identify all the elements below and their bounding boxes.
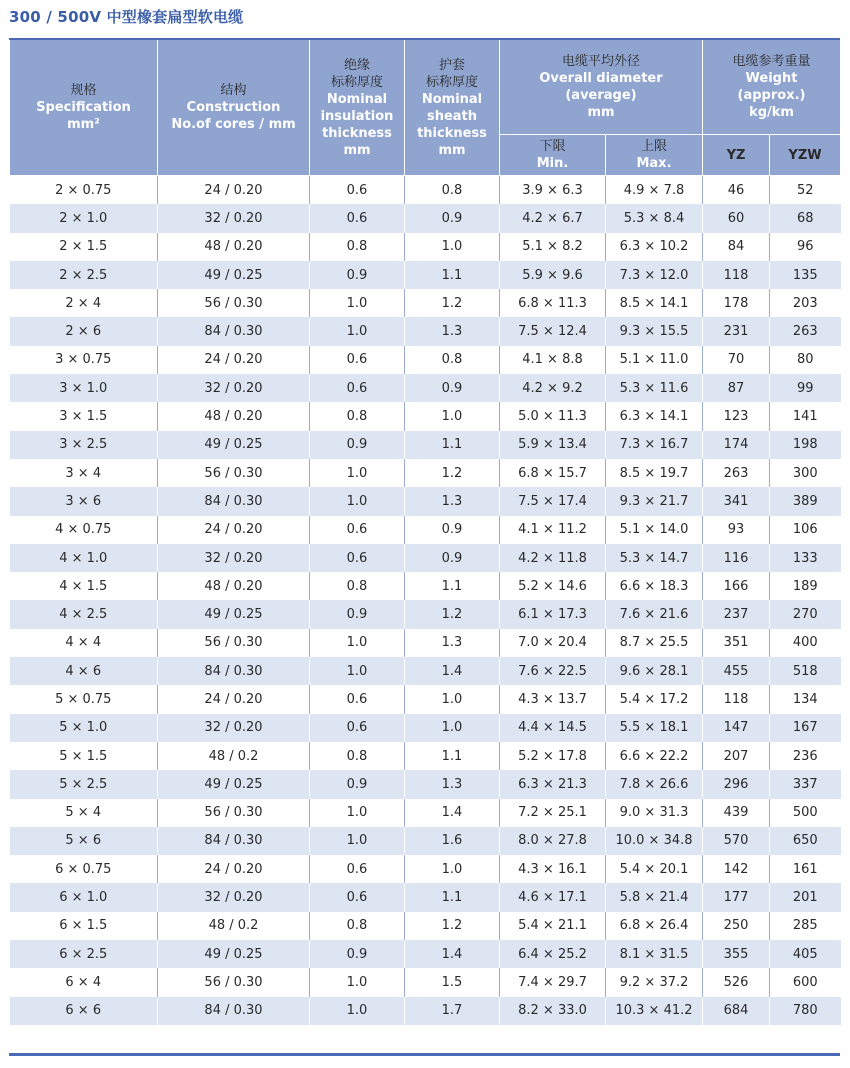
cell-weight-yz: 351 — [703, 629, 770, 657]
cell-weight-yz: 60 — [703, 204, 770, 232]
cell-diameter-min: 6.8 × 11.3 — [500, 289, 606, 317]
cell-construction: 32 / 0.20 — [158, 374, 310, 402]
header-overall-diameter: 电缆平均外径 Overall diameter (average) mm — [500, 40, 703, 135]
cell-sheath: 1.3 — [405, 317, 500, 345]
cell-weight-yzw: 80 — [770, 346, 841, 374]
cell-insulation: 0.8 — [310, 912, 405, 940]
header-insulation-thickness: 绝缘 标称厚度 Nominal insulation thickness mm — [310, 40, 405, 176]
cell-sheath: 1.2 — [405, 600, 500, 628]
bottom-rule — [9, 1053, 840, 1056]
cell-specification: 5 × 1.0 — [10, 714, 158, 742]
cell-specification: 4 × 0.75 — [10, 516, 158, 544]
cell-diameter-max: 5.3 × 14.7 — [606, 544, 703, 572]
cell-specification: 6 × 4 — [10, 968, 158, 996]
cell-weight-yzw: 337 — [770, 770, 841, 798]
header-diameter-min: 下限 Min. — [500, 135, 606, 176]
cell-specification: 4 × 2.5 — [10, 600, 158, 628]
cell-weight-yz: 147 — [703, 714, 770, 742]
cell-weight-yzw: 96 — [770, 233, 841, 261]
cell-diameter-max: 9.2 × 37.2 — [606, 968, 703, 996]
header-weight-yz: YZ — [703, 135, 770, 176]
cell-construction: 32 / 0.20 — [158, 883, 310, 911]
cell-diameter-max: 6.3 × 14.1 — [606, 402, 703, 430]
cell-sheath: 1.4 — [405, 799, 500, 827]
cell-specification: 3 × 2.5 — [10, 431, 158, 459]
cell-weight-yz: 439 — [703, 799, 770, 827]
cell-construction: 24 / 0.20 — [158, 855, 310, 883]
cell-weight-yzw: 141 — [770, 402, 841, 430]
cell-diameter-max: 10.0 × 34.8 — [606, 827, 703, 855]
cell-sheath: 1.0 — [405, 233, 500, 261]
cell-sheath: 0.8 — [405, 176, 500, 205]
cell-sheath: 1.1 — [405, 572, 500, 600]
cell-diameter-min: 4.1 × 11.2 — [500, 516, 606, 544]
cell-specification: 2 × 0.75 — [10, 176, 158, 205]
cell-diameter-max: 5.4 × 17.2 — [606, 685, 703, 713]
cell-weight-yz: 142 — [703, 855, 770, 883]
cell-diameter-max: 5.4 × 20.1 — [606, 855, 703, 883]
header-weight-yzw: YZW — [770, 135, 841, 176]
cell-specification: 4 × 6 — [10, 657, 158, 685]
cell-weight-yz: 570 — [703, 827, 770, 855]
cell-weight-yzw: 135 — [770, 261, 841, 289]
cell-specification: 2 × 1.0 — [10, 204, 158, 232]
cell-diameter-min: 5.9 × 9.6 — [500, 261, 606, 289]
cell-construction: 48 / 0.2 — [158, 742, 310, 770]
cell-diameter-max: 5.5 × 18.1 — [606, 714, 703, 742]
cell-construction: 84 / 0.30 — [158, 657, 310, 685]
cell-sheath: 1.1 — [405, 742, 500, 770]
cell-insulation: 0.9 — [310, 261, 405, 289]
cell-specification: 5 × 2.5 — [10, 770, 158, 798]
table-body — [10, 176, 841, 1025]
cell-weight-yz: 237 — [703, 600, 770, 628]
cell-weight-yzw: 500 — [770, 799, 841, 827]
cell-sheath: 1.3 — [405, 629, 500, 657]
cell-sheath: 1.1 — [405, 261, 500, 289]
cell-sheath: 0.9 — [405, 374, 500, 402]
cell-sheath: 1.6 — [405, 827, 500, 855]
cell-weight-yz: 84 — [703, 233, 770, 261]
cell-construction: 56 / 0.30 — [158, 968, 310, 996]
cell-weight-yz: 166 — [703, 572, 770, 600]
header-diameter-max: 上限 Max. — [606, 135, 703, 176]
table-row — [10, 317, 841, 345]
cell-weight-yz: 118 — [703, 685, 770, 713]
cell-weight-yzw: 300 — [770, 459, 841, 487]
cell-specification: 6 × 0.75 — [10, 855, 158, 883]
cell-sheath: 1.0 — [405, 402, 500, 430]
cell-sheath: 1.2 — [405, 289, 500, 317]
cell-diameter-min: 3.9 × 6.3 — [500, 176, 606, 205]
cell-weight-yzw: 600 — [770, 968, 841, 996]
cell-diameter-max: 5.8 × 21.4 — [606, 883, 703, 911]
cell-diameter-min: 6.1 × 17.3 — [500, 600, 606, 628]
table-row — [10, 204, 841, 232]
cell-weight-yz: 263 — [703, 459, 770, 487]
cell-insulation: 0.6 — [310, 204, 405, 232]
cell-sheath: 1.3 — [405, 770, 500, 798]
cell-diameter-min: 4.6 × 17.1 — [500, 883, 606, 911]
cell-construction: 24 / 0.20 — [158, 346, 310, 374]
cell-construction: 49 / 0.25 — [158, 770, 310, 798]
table-row — [10, 516, 841, 544]
cell-insulation: 0.8 — [310, 742, 405, 770]
cell-diameter-min: 4.3 × 13.7 — [500, 685, 606, 713]
cell-diameter-max: 7.3 × 12.0 — [606, 261, 703, 289]
cell-weight-yzw: 780 — [770, 997, 841, 1025]
cell-sheath: 1.1 — [405, 431, 500, 459]
cell-diameter-min: 8.2 × 33.0 — [500, 997, 606, 1025]
header-specification: 规格 Specification mm² — [10, 40, 158, 176]
cell-weight-yzw: 99 — [770, 374, 841, 402]
cell-diameter-max: 5.3 × 8.4 — [606, 204, 703, 232]
cell-specification: 3 × 6 — [10, 487, 158, 515]
cell-weight-yzw: 167 — [770, 714, 841, 742]
cell-weight-yzw: 263 — [770, 317, 841, 345]
cell-diameter-max: 7.8 × 26.6 — [606, 770, 703, 798]
cell-weight-yz: 46 — [703, 176, 770, 205]
cell-weight-yzw: 650 — [770, 827, 841, 855]
cell-insulation: 0.9 — [310, 600, 405, 628]
table-row — [10, 487, 841, 515]
cell-construction: 56 / 0.30 — [158, 459, 310, 487]
cell-weight-yzw: 405 — [770, 940, 841, 968]
cell-insulation: 1.0 — [310, 459, 405, 487]
cell-specification: 3 × 0.75 — [10, 346, 158, 374]
table-row — [10, 827, 841, 855]
table-row — [10, 968, 841, 996]
cell-insulation: 0.9 — [310, 431, 405, 459]
table-row — [10, 685, 841, 713]
table-row — [10, 629, 841, 657]
cell-diameter-min: 5.1 × 8.2 — [500, 233, 606, 261]
table-row — [10, 402, 841, 430]
cell-diameter-min: 4.2 × 6.7 — [500, 204, 606, 232]
cell-insulation: 0.6 — [310, 176, 405, 205]
cell-insulation: 0.8 — [310, 402, 405, 430]
table-row — [10, 883, 841, 911]
cell-specification: 6 × 1.0 — [10, 883, 158, 911]
cell-weight-yz: 684 — [703, 997, 770, 1025]
cell-diameter-min: 7.2 × 25.1 — [500, 799, 606, 827]
cell-construction: 24 / 0.20 — [158, 516, 310, 544]
cell-construction: 56 / 0.30 — [158, 799, 310, 827]
cell-construction: 49 / 0.25 — [158, 261, 310, 289]
cell-specification: 2 × 1.5 — [10, 233, 158, 261]
cell-weight-yz: 177 — [703, 883, 770, 911]
table-row — [10, 657, 841, 685]
cell-weight-yz: 87 — [703, 374, 770, 402]
cell-diameter-max: 9.0 × 31.3 — [606, 799, 703, 827]
table-row — [10, 912, 841, 940]
cell-sheath: 0.9 — [405, 204, 500, 232]
cell-weight-yzw: 189 — [770, 572, 841, 600]
cell-sheath: 1.3 — [405, 487, 500, 515]
cell-weight-yzw: 52 — [770, 176, 841, 205]
cable-spec-table — [9, 40, 841, 1025]
cell-insulation: 1.0 — [310, 317, 405, 345]
cell-diameter-max: 9.3 × 15.5 — [606, 317, 703, 345]
cell-insulation: 1.0 — [310, 657, 405, 685]
cell-specification: 6 × 6 — [10, 997, 158, 1025]
cell-diameter-min: 8.0 × 27.8 — [500, 827, 606, 855]
cell-diameter-max: 7.3 × 16.7 — [606, 431, 703, 459]
cell-diameter-max: 9.3 × 21.7 — [606, 487, 703, 515]
cell-diameter-max: 8.1 × 31.5 — [606, 940, 703, 968]
cell-weight-yz: 93 — [703, 516, 770, 544]
cell-insulation: 0.6 — [310, 714, 405, 742]
cell-weight-yz: 296 — [703, 770, 770, 798]
cell-insulation: 0.6 — [310, 685, 405, 713]
cell-diameter-min: 5.2 × 14.6 — [500, 572, 606, 600]
table-row — [10, 742, 841, 770]
cell-diameter-min: 4.4 × 14.5 — [500, 714, 606, 742]
cell-insulation: 0.6 — [310, 516, 405, 544]
cell-diameter-max: 8.7 × 25.5 — [606, 629, 703, 657]
cell-sheath: 1.7 — [405, 997, 500, 1025]
cell-construction: 48 / 0.20 — [158, 402, 310, 430]
table-header — [10, 40, 841, 176]
cell-construction: 48 / 0.2 — [158, 912, 310, 940]
cell-construction: 49 / 0.25 — [158, 940, 310, 968]
table-row — [10, 799, 841, 827]
cell-construction: 24 / 0.20 — [158, 176, 310, 205]
cell-weight-yz: 250 — [703, 912, 770, 940]
table-row — [10, 997, 841, 1025]
cell-diameter-max: 8.5 × 19.7 — [606, 459, 703, 487]
cell-construction: 56 / 0.30 — [158, 289, 310, 317]
cell-diameter-max: 4.9 × 7.8 — [606, 176, 703, 205]
cell-weight-yzw: 203 — [770, 289, 841, 317]
cell-insulation: 0.6 — [310, 374, 405, 402]
cell-diameter-max: 6.3 × 10.2 — [606, 233, 703, 261]
cell-sheath: 1.2 — [405, 912, 500, 940]
table-row — [10, 544, 841, 572]
cell-weight-yz: 526 — [703, 968, 770, 996]
cell-diameter-min: 7.5 × 17.4 — [500, 487, 606, 515]
cell-weight-yz: 174 — [703, 431, 770, 459]
cell-sheath: 1.0 — [405, 855, 500, 883]
table-row — [10, 459, 841, 487]
cell-diameter-min: 4.3 × 16.1 — [500, 855, 606, 883]
cell-diameter-min: 4.2 × 9.2 — [500, 374, 606, 402]
cell-specification: 6 × 2.5 — [10, 940, 158, 968]
cell-construction: 84 / 0.30 — [158, 317, 310, 345]
cell-specification: 4 × 1.5 — [10, 572, 158, 600]
cell-insulation: 1.0 — [310, 827, 405, 855]
cell-sheath: 0.9 — [405, 516, 500, 544]
cell-diameter-max: 5.1 × 14.0 — [606, 516, 703, 544]
cell-specification: 6 × 1.5 — [10, 912, 158, 940]
cell-sheath: 0.8 — [405, 346, 500, 374]
cell-insulation: 1.0 — [310, 799, 405, 827]
cell-specification: 3 × 1.0 — [10, 374, 158, 402]
cell-diameter-min: 5.9 × 13.4 — [500, 431, 606, 459]
cell-insulation: 0.8 — [310, 233, 405, 261]
cell-insulation: 1.0 — [310, 968, 405, 996]
cell-diameter-min: 7.5 × 12.4 — [500, 317, 606, 345]
cell-weight-yz: 178 — [703, 289, 770, 317]
cell-insulation: 1.0 — [310, 289, 405, 317]
cell-weight-yzw: 236 — [770, 742, 841, 770]
cell-diameter-min: 7.0 × 20.4 — [500, 629, 606, 657]
cell-diameter-max: 6.8 × 26.4 — [606, 912, 703, 940]
cell-weight-yz: 123 — [703, 402, 770, 430]
cell-diameter-max: 5.1 × 11.0 — [606, 346, 703, 374]
header-weight: 电缆参考重量 Weight (approx.) kg/km — [703, 40, 841, 135]
cell-construction: 48 / 0.20 — [158, 233, 310, 261]
table-row — [10, 770, 841, 798]
cell-construction: 84 / 0.30 — [158, 997, 310, 1025]
cell-weight-yzw: 198 — [770, 431, 841, 459]
table-row — [10, 261, 841, 289]
cell-specification: 3 × 4 — [10, 459, 158, 487]
cell-diameter-max: 6.6 × 18.3 — [606, 572, 703, 600]
table-row — [10, 374, 841, 402]
cell-weight-yz: 341 — [703, 487, 770, 515]
cell-weight-yzw: 285 — [770, 912, 841, 940]
cell-insulation: 0.6 — [310, 855, 405, 883]
cell-weight-yzw: 389 — [770, 487, 841, 515]
table-row — [10, 431, 841, 459]
cell-diameter-min: 5.4 × 21.1 — [500, 912, 606, 940]
cell-weight-yz: 455 — [703, 657, 770, 685]
table-row — [10, 600, 841, 628]
cell-insulation: 0.6 — [310, 544, 405, 572]
cell-specification: 2 × 4 — [10, 289, 158, 317]
cell-insulation: 0.6 — [310, 346, 405, 374]
cell-diameter-max: 9.6 × 28.1 — [606, 657, 703, 685]
cell-construction: 84 / 0.30 — [158, 827, 310, 855]
cell-sheath: 1.4 — [405, 657, 500, 685]
cell-specification: 5 × 1.5 — [10, 742, 158, 770]
cell-weight-yzw: 201 — [770, 883, 841, 911]
cell-construction: 32 / 0.20 — [158, 714, 310, 742]
cell-weight-yzw: 518 — [770, 657, 841, 685]
cell-sheath: 1.0 — [405, 685, 500, 713]
cell-specification: 5 × 0.75 — [10, 685, 158, 713]
cell-diameter-max: 7.6 × 21.6 — [606, 600, 703, 628]
cell-diameter-min: 6.3 × 21.3 — [500, 770, 606, 798]
cell-sheath: 1.1 — [405, 883, 500, 911]
cell-specification: 2 × 2.5 — [10, 261, 158, 289]
table-row — [10, 346, 841, 374]
table-row — [10, 233, 841, 261]
table-row — [10, 572, 841, 600]
cell-construction: 49 / 0.25 — [158, 431, 310, 459]
cell-weight-yz: 207 — [703, 742, 770, 770]
table-row — [10, 289, 841, 317]
table-row — [10, 940, 841, 968]
cell-construction: 49 / 0.25 — [158, 600, 310, 628]
cell-weight-yzw: 106 — [770, 516, 841, 544]
cell-construction: 48 / 0.20 — [158, 572, 310, 600]
cell-construction: 56 / 0.30 — [158, 629, 310, 657]
cell-weight-yzw: 68 — [770, 204, 841, 232]
cell-construction: 32 / 0.20 — [158, 204, 310, 232]
cell-specification: 5 × 6 — [10, 827, 158, 855]
cell-weight-yz: 118 — [703, 261, 770, 289]
cell-specification: 5 × 4 — [10, 799, 158, 827]
cell-specification: 4 × 4 — [10, 629, 158, 657]
cell-construction: 84 / 0.30 — [158, 487, 310, 515]
cell-weight-yzw: 400 — [770, 629, 841, 657]
cell-weight-yz: 355 — [703, 940, 770, 968]
cell-diameter-min: 6.8 × 15.7 — [500, 459, 606, 487]
cell-diameter-min: 6.4 × 25.2 — [500, 940, 606, 968]
cell-weight-yz: 116 — [703, 544, 770, 572]
table-row — [10, 176, 841, 205]
cell-insulation: 0.8 — [310, 572, 405, 600]
cell-insulation: 0.9 — [310, 770, 405, 798]
cell-diameter-min: 5.2 × 17.8 — [500, 742, 606, 770]
cell-diameter-max: 5.3 × 11.6 — [606, 374, 703, 402]
cell-weight-yzw: 161 — [770, 855, 841, 883]
cell-diameter-min: 5.0 × 11.3 — [500, 402, 606, 430]
cell-insulation: 1.0 — [310, 629, 405, 657]
table-row — [10, 714, 841, 742]
cell-diameter-max: 8.5 × 14.1 — [606, 289, 703, 317]
cell-specification: 4 × 1.0 — [10, 544, 158, 572]
cell-diameter-min: 7.4 × 29.7 — [500, 968, 606, 996]
cell-sheath: 1.5 — [405, 968, 500, 996]
cell-diameter-min: 4.1 × 8.8 — [500, 346, 606, 374]
cell-specification: 3 × 1.5 — [10, 402, 158, 430]
cell-specification: 2 × 6 — [10, 317, 158, 345]
cell-construction: 32 / 0.20 — [158, 544, 310, 572]
cell-diameter-max: 6.6 × 22.2 — [606, 742, 703, 770]
cell-weight-yz: 231 — [703, 317, 770, 345]
cell-weight-yz: 70 — [703, 346, 770, 374]
cell-insulation: 1.0 — [310, 487, 405, 515]
cell-insulation: 0.6 — [310, 883, 405, 911]
cell-sheath: 0.9 — [405, 544, 500, 572]
header-construction: 结构 Construction No.of cores / mm — [158, 40, 310, 176]
cell-weight-yzw: 270 — [770, 600, 841, 628]
header-sheath-thickness: 护套 标称厚度 Nominal sheath thickness mm — [405, 40, 500, 176]
cell-diameter-min: 4.2 × 11.8 — [500, 544, 606, 572]
cell-weight-yzw: 134 — [770, 685, 841, 713]
cell-sheath: 1.0 — [405, 714, 500, 742]
page-title: 300 / 500V 中型橡套扁型软电缆 — [9, 8, 244, 26]
cell-insulation: 1.0 — [310, 997, 405, 1025]
cell-sheath: 1.2 — [405, 459, 500, 487]
cell-insulation: 0.9 — [310, 940, 405, 968]
cell-sheath: 1.4 — [405, 940, 500, 968]
cell-construction: 24 / 0.20 — [158, 685, 310, 713]
table-row — [10, 855, 841, 883]
cell-diameter-min: 7.6 × 22.5 — [500, 657, 606, 685]
cell-weight-yzw: 133 — [770, 544, 841, 572]
cell-diameter-max: 10.3 × 41.2 — [606, 997, 703, 1025]
